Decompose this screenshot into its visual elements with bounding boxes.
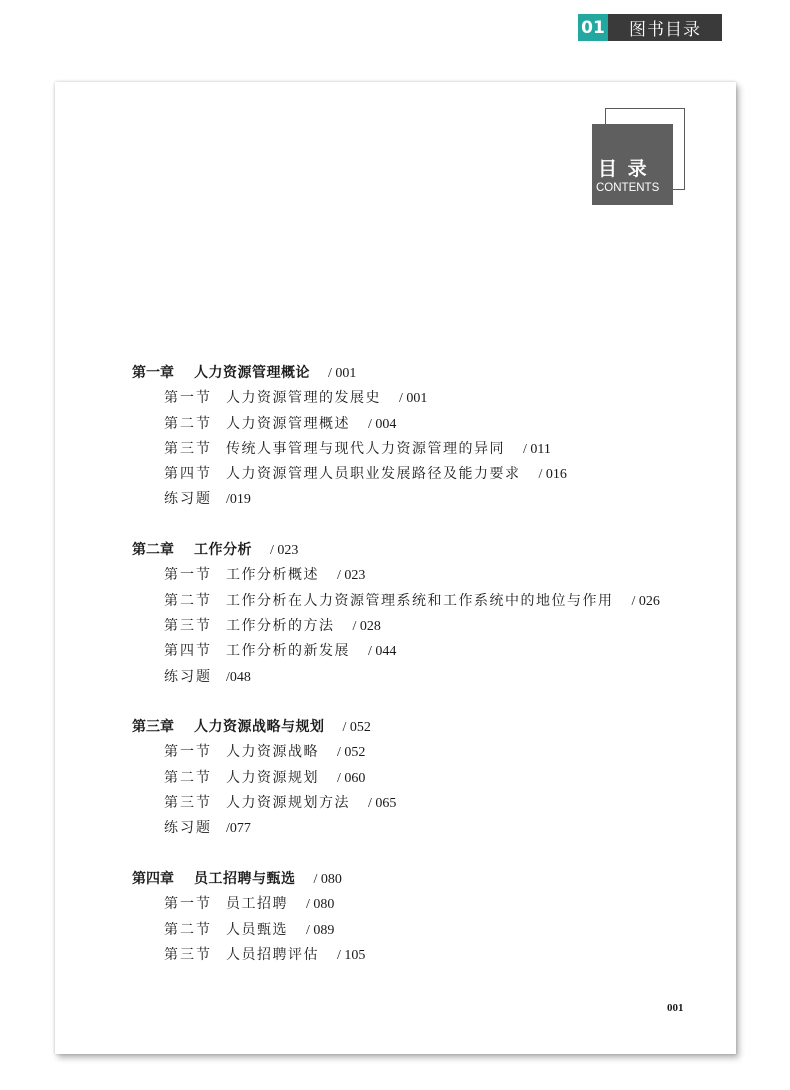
section-page: / 065 [368, 796, 397, 812]
exercise-page: /019 [226, 492, 251, 508]
chapter-page: / 080 [313, 871, 342, 887]
section-label: 第三节 [164, 440, 212, 457]
section-badge [578, 14, 722, 41]
section-title: 人员招聘评估 [226, 946, 319, 963]
chapter-spacer [132, 842, 712, 867]
chapter-page: / 023 [270, 543, 299, 559]
section-label: 第一节 [164, 390, 212, 407]
chapter-title: 人力资源战略与规划 [194, 719, 325, 736]
section-page: / 060 [337, 770, 366, 786]
chapter-label: 第四章 [132, 870, 174, 887]
section-title: 人力资源规划 [226, 769, 319, 786]
chapter-title: 员工招聘与甄选 [194, 870, 296, 887]
toc-chapter[interactable] [132, 715, 712, 740]
toc-exercise[interactable] [132, 665, 712, 690]
toc-section[interactable] [132, 639, 712, 664]
section-title: 人力资源管理的发展史 [226, 390, 381, 407]
section-page: / 052 [337, 745, 366, 761]
section-label: 第二节 [164, 415, 212, 432]
toc-section[interactable] [132, 437, 712, 462]
toc-section[interactable] [132, 386, 712, 411]
section-label: 第一节 [164, 896, 212, 913]
chapter-page: / 001 [328, 366, 357, 381]
exercise-label: 练习题 [164, 668, 212, 685]
section-label: 第一节 [164, 567, 212, 584]
section-title: 人力资源管理人员职业发展路径及能力要求 [226, 466, 521, 483]
section-page: / 089 [306, 922, 335, 938]
section-page: / 105 [337, 947, 366, 963]
badge-number: 01 [578, 14, 608, 41]
contents-title-zh: 目 录 [598, 158, 649, 180]
section-label: 第三节 [164, 617, 212, 634]
section-label: 第三节 [164, 946, 212, 963]
section-title: 员工招聘 [226, 896, 288, 913]
section-label: 第二节 [164, 769, 212, 786]
exercise-page: /077 [226, 821, 251, 837]
toc-section[interactable] [132, 918, 712, 943]
chapter-label: 第二章 [132, 542, 174, 559]
section-page: / 023 [337, 568, 366, 584]
section-title: 工作分析的新发展 [226, 643, 350, 660]
section-title: 人员甄选 [226, 921, 288, 938]
toc-section[interactable] [132, 589, 712, 614]
toc-section[interactable] [132, 412, 712, 437]
toc-exercise[interactable] [132, 487, 712, 512]
section-title: 工作分析的方法 [226, 617, 335, 634]
section-label: 第一节 [164, 744, 212, 761]
section-page: / 011 [523, 441, 551, 457]
section-title: 传统人事管理与现代人力资源管理的异同 [226, 440, 505, 457]
chapter-spacer [132, 690, 712, 715]
exercise-label: 练习题 [164, 820, 212, 837]
chapter-title: 人力资源管理概论 [194, 365, 310, 381]
chapter-title: 工作分析 [194, 542, 252, 559]
section-label: 第三节 [164, 795, 212, 812]
toc-chapter[interactable] [132, 867, 712, 892]
section-page: / 001 [399, 391, 428, 407]
toc-section[interactable] [132, 563, 712, 588]
toc-section[interactable] [132, 791, 712, 816]
section-label: 第四节 [164, 643, 212, 660]
section-page: / 026 [631, 593, 660, 609]
toc-section[interactable] [132, 892, 712, 917]
section-title: 人力资源管理概述 [226, 415, 350, 432]
exercise-label: 练习题 [164, 491, 212, 508]
contents-title-en: CONTENTS [596, 182, 660, 194]
exercise-page: /048 [226, 669, 251, 685]
toc-section[interactable] [132, 766, 712, 791]
chapter-label: 第一章 [132, 365, 174, 381]
chapter-spacer [132, 513, 712, 538]
section-label: 第四节 [164, 466, 212, 483]
section-page: / 044 [368, 644, 397, 660]
chapter-page: / 052 [342, 720, 371, 736]
toc-section[interactable] [132, 462, 712, 487]
section-page: / 004 [368, 416, 397, 432]
badge-title: 图书目录 [608, 14, 722, 41]
chapter-label: 第三章 [132, 719, 174, 736]
section-label: 第二节 [164, 592, 212, 609]
section-page: / 028 [352, 618, 381, 634]
section-title: 工作分析概述 [226, 567, 319, 584]
section-title: 人力资源战略 [226, 744, 319, 761]
section-page: / 016 [538, 467, 567, 483]
toc-section[interactable] [132, 614, 712, 639]
section-title: 工作分析在人力资源管理系统和工作系统中的地位与作用 [226, 592, 614, 609]
section-label: 第二节 [164, 921, 212, 938]
contents-mark [592, 124, 673, 205]
toc-section[interactable] [132, 943, 712, 968]
toc-exercise[interactable] [132, 816, 712, 841]
section-page: / 080 [306, 897, 335, 913]
toc-chapter[interactable] [132, 361, 712, 386]
toc-chapter[interactable] [132, 538, 712, 563]
toc-section[interactable] [132, 740, 712, 765]
page-number: 001 [667, 1002, 684, 1014]
section-title: 人力资源规划方法 [226, 795, 350, 812]
table-of-contents [132, 361, 712, 968]
